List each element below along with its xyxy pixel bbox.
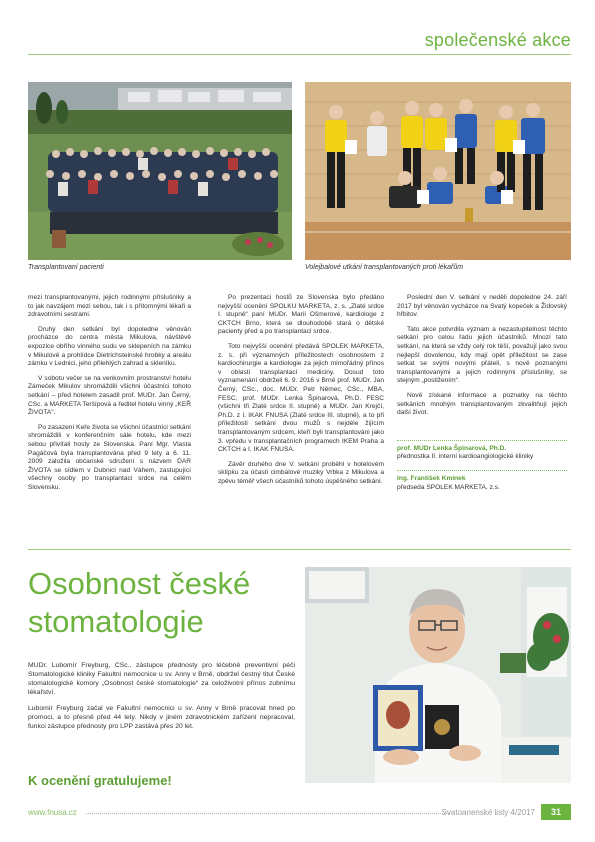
- photo-transplanted-patients: [28, 82, 292, 260]
- article-paragraph: MUDr. Lubomír Freyburg, CSc., zástupce přednosty pro léčebně preventivní péči Stomatologické kliniky Fakultní nemocnice u sv. Anny v Brně, obdržel čestný titul České stomatologické komory „Osobnost české stomatologie“ za celoživotní přínos zubnímu lékařství.: [28, 662, 295, 696]
- section-title: společenské akce: [424, 30, 571, 50]
- article-title-line: Osobnost české: [28, 566, 251, 601]
- col1-paragraph: mezi transplantovanými, jejich rodinnými příslušníky a to jak navzájem mezi sebou, tak i s přítomnými lékaři a zdravotními sestrami.: [28, 294, 191, 319]
- article-title: [28, 565, 250, 641]
- footer-magazine: Svatoanenské listy 4/2017: [441, 808, 535, 817]
- col2-paragraph: Toto nejvyšší ocenění předává SPOLEK MARKETA, z. s. při významných příležitostech osobnostem z kardiochirurgie a kardiologie za jejich mimořádný přínos v oblasti transplantací mediciny. Dosud toto vyznamenání obdrželi 6. 9. 2016 v Brně prof. MUDr. Jan Černý, CSc., doc. MUDr. Petr Němec, CSc., MBA, FESC, prof. MUDr. Lenka Špinarová, Ph.D. FESC (všichni tři Zlaté srdce II. stupně) a MUDr. Jan Krejčí, Ph.D. z I. IKAK FNUSA (Zlaté srdce III. stupně), a to při příležitosti setkání dvou mužů s nejdéle žijícím transplantovaným srdcem, kteří byli transplantováni jako 3. vpředu v transplantačních programech IKEM Praha a CKTCH a I. IKAK FNUSA.: [218, 342, 384, 454]
- congratulations-text: K ocenění gratulujeme!: [28, 773, 172, 788]
- signature-name: prof. MUDr Lenka Špinarová, Ph.D.: [397, 444, 507, 452]
- page-number: 31: [541, 804, 571, 820]
- signature-divider: [397, 440, 567, 441]
- col2-paragraph: Závěr druhého dne V. setkání proběhl v hotelovém sklípku za účasti cimbálové muziky Vrbka z Mikulova a zpěvu téměř všech účastníků tohoto úspěšného setkání.: [218, 460, 384, 485]
- signature-name: Ing. František Kmínek: [397, 474, 466, 482]
- photo-dentist-portrait: [305, 567, 571, 783]
- col2-paragraph: Po prezentaci hostů ze Slovenska bylo předáno nejvyšší ocenění SPOLKU MARKETA, z. s. „Zlaté srdce I. stupně“ paní MUDr. Marii Ošmerové, kardiologe z CKTCH Brno, která se dlouhodobě stará o dětské pacienty před a po transplantaci srdce.: [218, 294, 384, 336]
- article-paragraph: Lubomír Freyburg začal ve Fakultní nemocnici u sv. Anny v Brně pracovat hned po promoci, a to přesně před 44 lety. Nikdy v jiném zdravotnickém zařízení nepracoval, funkci zástupce přednosty pro LPP zastává přes 20 let.: [28, 705, 295, 730]
- caption-right: Volejbalové utkání transplantovaných proti lékařům: [305, 264, 464, 271]
- col3-paragraph: Poslední den V. setkání v neděli dopoledne 24. září 2017 byl věnován vycházce na Svatý kopeček a Židovský hřbitov.: [397, 294, 567, 319]
- signature-1: [397, 445, 567, 462]
- signature-role: přednostka II. interní kardioangiologické kliniky: [397, 453, 534, 461]
- photo-volleyball-match: [305, 82, 571, 260]
- col1-paragraph: Po zasazení Keře života se všichni účastníci setkání shromáždili v konferenčním sále hotelu, kde mezi sebou přivítali hosty ze Slovenska. Paní Mgr. Vlasta Pagáčová byla transplantována před 9 lety a 6. 11. 2009 založila občanské sdružení s názvem DAR ŽIVOTA se sídlem v Dubnici nad Váhem, zastupující všechny osoby po transplantaci srdce na celém Slovensku.: [28, 423, 191, 491]
- col3-paragraph: Tato akce potvrdila význam a nezastupitelnost těchto setkání pro celou řadu jejich účastníků. Mnozí tato setkání, na která se vždy celý rok těší, považují jako svou nejlepší dovolenou, kdy mají opět příležitost se zase setkat se svými novými přáteli, s nově poznanými transplantovanými a jejich rodinnými příslušníky, se stejným „postižením“.: [397, 325, 567, 385]
- signature-role: předseda SPOLEK MARKETA, z.s.: [397, 483, 500, 491]
- top-divider: [28, 54, 571, 55]
- col3-paragraph: Nově získané informace a poznatky na těchto setkáních mnohým transplantovaným zkvalitňují jejich další život.: [397, 391, 567, 417]
- footer-website[interactable]: www.fnusa.cz: [28, 808, 77, 817]
- col1-paragraph: Druhý den setkání byl dopoledne věnován procházce do centra města Mikulova, návštěvě expozice obřího vinného sudu ve sklepeních na zámku v Mikulově a prohlídce Dietrichsteinské hrobky a areálu zámku v Lednici, jeho přilehlých zahrad a skleníku.: [28, 325, 191, 368]
- section-divider: [28, 549, 571, 550]
- signature-divider: [397, 470, 567, 471]
- signature-2: [397, 475, 567, 492]
- article-body: [28, 661, 295, 738]
- text-column-1: [28, 294, 191, 498]
- footer-divider: [86, 813, 449, 814]
- caption-left: Transplantovaní pacienti: [28, 264, 104, 271]
- text-column-2: [218, 294, 384, 492]
- col1-paragraph: V sobotu večer se na venkovním prostranství hotelu Zámeček Mikulov shromáždili všichni účastníci tohoto setkání – před hotelem zasadil prof. MUDr. Jan Černý, CSc. a MARKETA Teršípová a ředitel hotelu vinný „KEŘ ŽIVOTA“.: [28, 374, 191, 417]
- text-column-3: [397, 294, 567, 492]
- article-title-line: stomatologie: [28, 604, 204, 639]
